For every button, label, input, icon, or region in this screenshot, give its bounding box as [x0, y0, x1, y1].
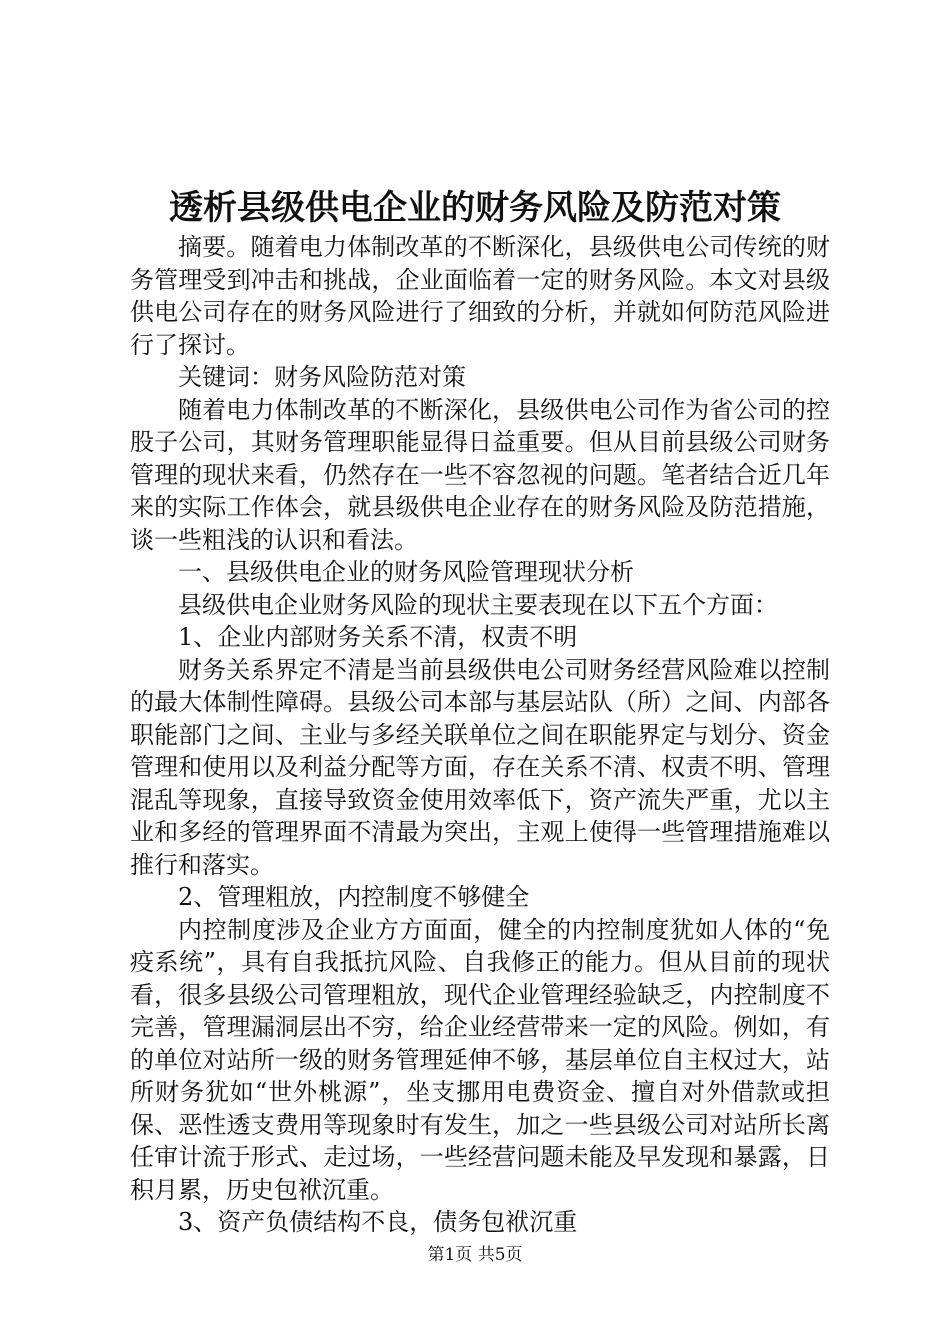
page-footer: 第1页 共5页 [427, 1245, 523, 1265]
body-paragraph-2: 内控制度涉及企业方方面面，健全的内控制度犹如人体的“免疫系统”，具有自我抵抗风险、自我修正的能力。但从目前的现状看，很多县级公司管理粗放，现代企业管理经验缺乏，内控制度不完善，管理漏洞层出不穷，给企业经营带来一定的风险。例如，有的单位对站所一级的财务管理延伸不够，基层单位自主权过大，站所财务犹如“世外桃源”，坐支挪用电费资金、擅自对外借款或担保、恶性透支费用等现象时有发生，加之一些县级公司对站所长离任审计流于形式、走过场，一些经营问题未能及早发现和暴露，日积月累，历史包袱沉重。 [130, 915, 830, 1204]
document-body [130, 231, 830, 1239]
section-intro-paragraph: 县级供电企业财务风险的现状主要表现在以下五个方面： [178, 590, 778, 619]
subsection-heading-1: 1、企业内部财务关系不清，权责不明 [178, 623, 578, 651]
document-title: 透析县级供电企业的财务风险及防范对策 [169, 188, 781, 228]
intro-paragraph: 随着电力体制改革的不断深化，县级供电公司作为省公司的控股子公司，其财务管理职能显得日益重要。但从目前县级公司财务管理的现状来看，仍然存在一些不容忽视的问题。笔者结合近几年来的实际工作体会，就县级供电企业存在的财务风险及防范措施，谈一些粗浅的认识和看法。 [130, 395, 830, 554]
subsection-heading-2: 2、管理粗放，内控制度不够健全 [178, 883, 530, 911]
abstract-paragraph: 摘要。随着电力体制改革的不断深化，县级供电公司传统的财务管理受到冲击和挑战，企业面临着一定的财务风险。本文对县级供电公司存在的财务风险进行了细致的分析，并就如何防范风险进行了探讨。 [130, 233, 830, 359]
body-paragraph-1: 财务关系界定不清是当前县级供电公司财务经营风险难以控制的最大体制性障碍。县级公司本部与基层站队（所）之间、内部各职能部门之间、主业与多经关联单位之间在职能界定与划分、资金管理和使用以及利益分配等方面，存在关系不清、权责不明、管理混乱等现象，直接导致资金使用效率低下，资产流失严重，尤以主业和多经的管理界面不清最为突出，主观上使得一些管理措施难以推行和落实。 [130, 655, 830, 879]
keywords-paragraph: 关键词：财务风险防范对策 [178, 363, 466, 391]
section-heading-1: 一、县级供电企业的财务风险管理现状分析 [178, 558, 634, 586]
subsection-heading-3: 3、资产负债结构不良，债务包袱沉重 [178, 1208, 578, 1236]
